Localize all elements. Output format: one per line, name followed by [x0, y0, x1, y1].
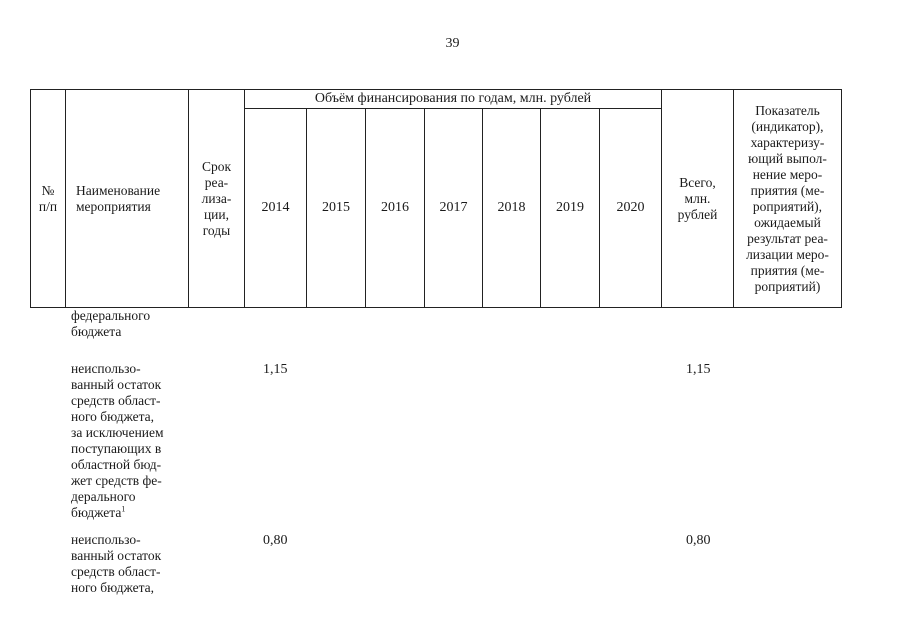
- value-2014: 1,15: [263, 362, 288, 377]
- column-header-year: 2018: [483, 109, 541, 308]
- value-total: 1,15: [686, 362, 711, 377]
- footnote-marker: 1: [121, 504, 126, 514]
- column-header-funding-group: Объём финансирования по годам, млн. рублей: [245, 90, 662, 109]
- column-header-year: 2014: [245, 109, 307, 308]
- value-2014: 0,80: [263, 533, 288, 548]
- column-header-year: 2016: [366, 109, 425, 308]
- column-header-indicator: Показатель (индикатор), характеризу- ющий выпол- нение меро- приятия (ме- роприятий), ожидаемый результат реа- лизации меро- приятия (ме- роприятий): [734, 90, 842, 308]
- column-header-name: Наименование мероприятия: [66, 90, 189, 308]
- column-header-year: 2017: [425, 109, 483, 308]
- column-header-term: Срок реа- лиза- ции, годы: [189, 90, 245, 308]
- row-name-text: неиспользо- ванный остаток средств област- ного бюджета, за исключением поступающих в областной бюд- жет средств фе- дерального бюджета: [71, 361, 164, 520]
- row-name: федерального бюджета: [71, 308, 151, 339]
- column-header-number: № п/п: [31, 90, 66, 308]
- column-header-year: 2015: [307, 109, 366, 308]
- row-name: [71, 361, 164, 521]
- value-total: 0,80: [686, 533, 711, 548]
- column-header-year: 2019: [541, 109, 600, 308]
- page-number: 39: [445, 36, 460, 51]
- table-header: [30, 89, 842, 308]
- column-header-total: Всего, млн. рублей: [662, 90, 734, 308]
- column-header-year: 2020: [600, 109, 662, 308]
- row-name: неиспользо- ванный остаток средств област- ного бюджета,: [71, 532, 162, 595]
